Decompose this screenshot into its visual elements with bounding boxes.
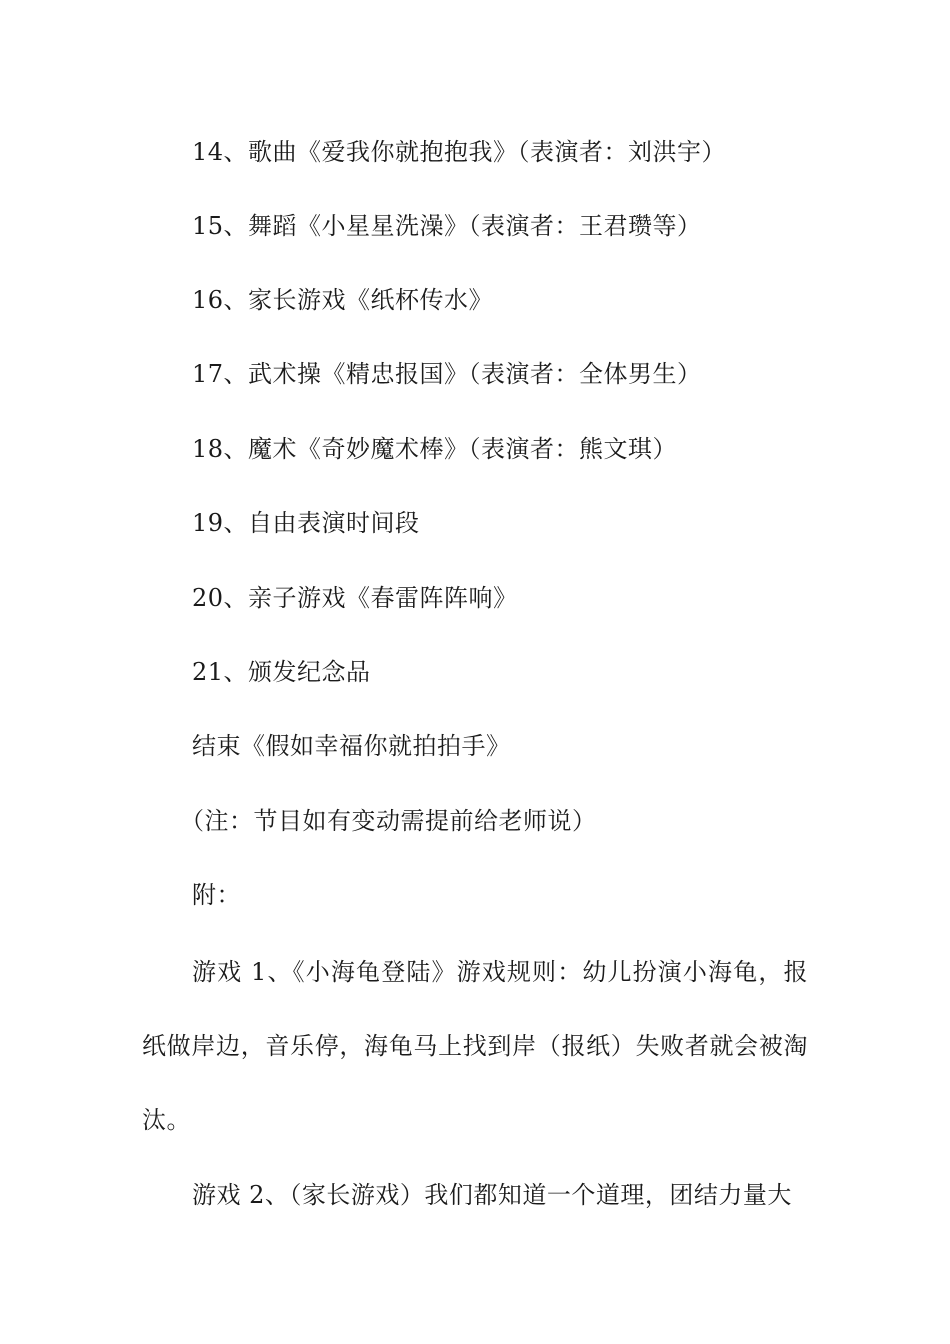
program-item-19: 19、自由表演时间段	[192, 509, 420, 537]
program-item-17: 17、武术操《精忠报国》（表演者：全体男生）	[192, 360, 702, 388]
program-item-14: 14、歌曲《爱我你就抱抱我》（表演者：刘洪宇）	[192, 138, 727, 166]
program-note: （注：节目如有变动需提前给老师说）	[180, 807, 597, 835]
program-ending: 结束《假如幸福你就拍拍手》	[192, 732, 511, 760]
game-2-paragraph: 游戏 2、（家长游戏）我们都知道一个道理，团结力量大	[192, 1181, 792, 1209]
game-1-paragraph: 游戏 1、《小海龟登陆》游戏规则：幼儿扮演小海龟，报纸做岸边，音乐停，海龟马上找到岸（报纸）失败者就会被淘汰。	[142, 958, 808, 1134]
program-item-15: 15、舞蹈《小星星洗澡》（表演者：王君瓒等）	[192, 212, 702, 240]
program-item-16: 16、家长游戏《纸杯传水》	[192, 286, 494, 314]
program-item-18: 18、魔术《奇妙魔术棒》（表演者：熊文琪）	[192, 435, 678, 463]
appendix-heading: 附：	[192, 881, 241, 909]
program-item-21: 21、颁发纪念品	[192, 658, 371, 686]
program-item-20: 20、亲子游戏《春雷阵阵响》	[192, 584, 518, 612]
